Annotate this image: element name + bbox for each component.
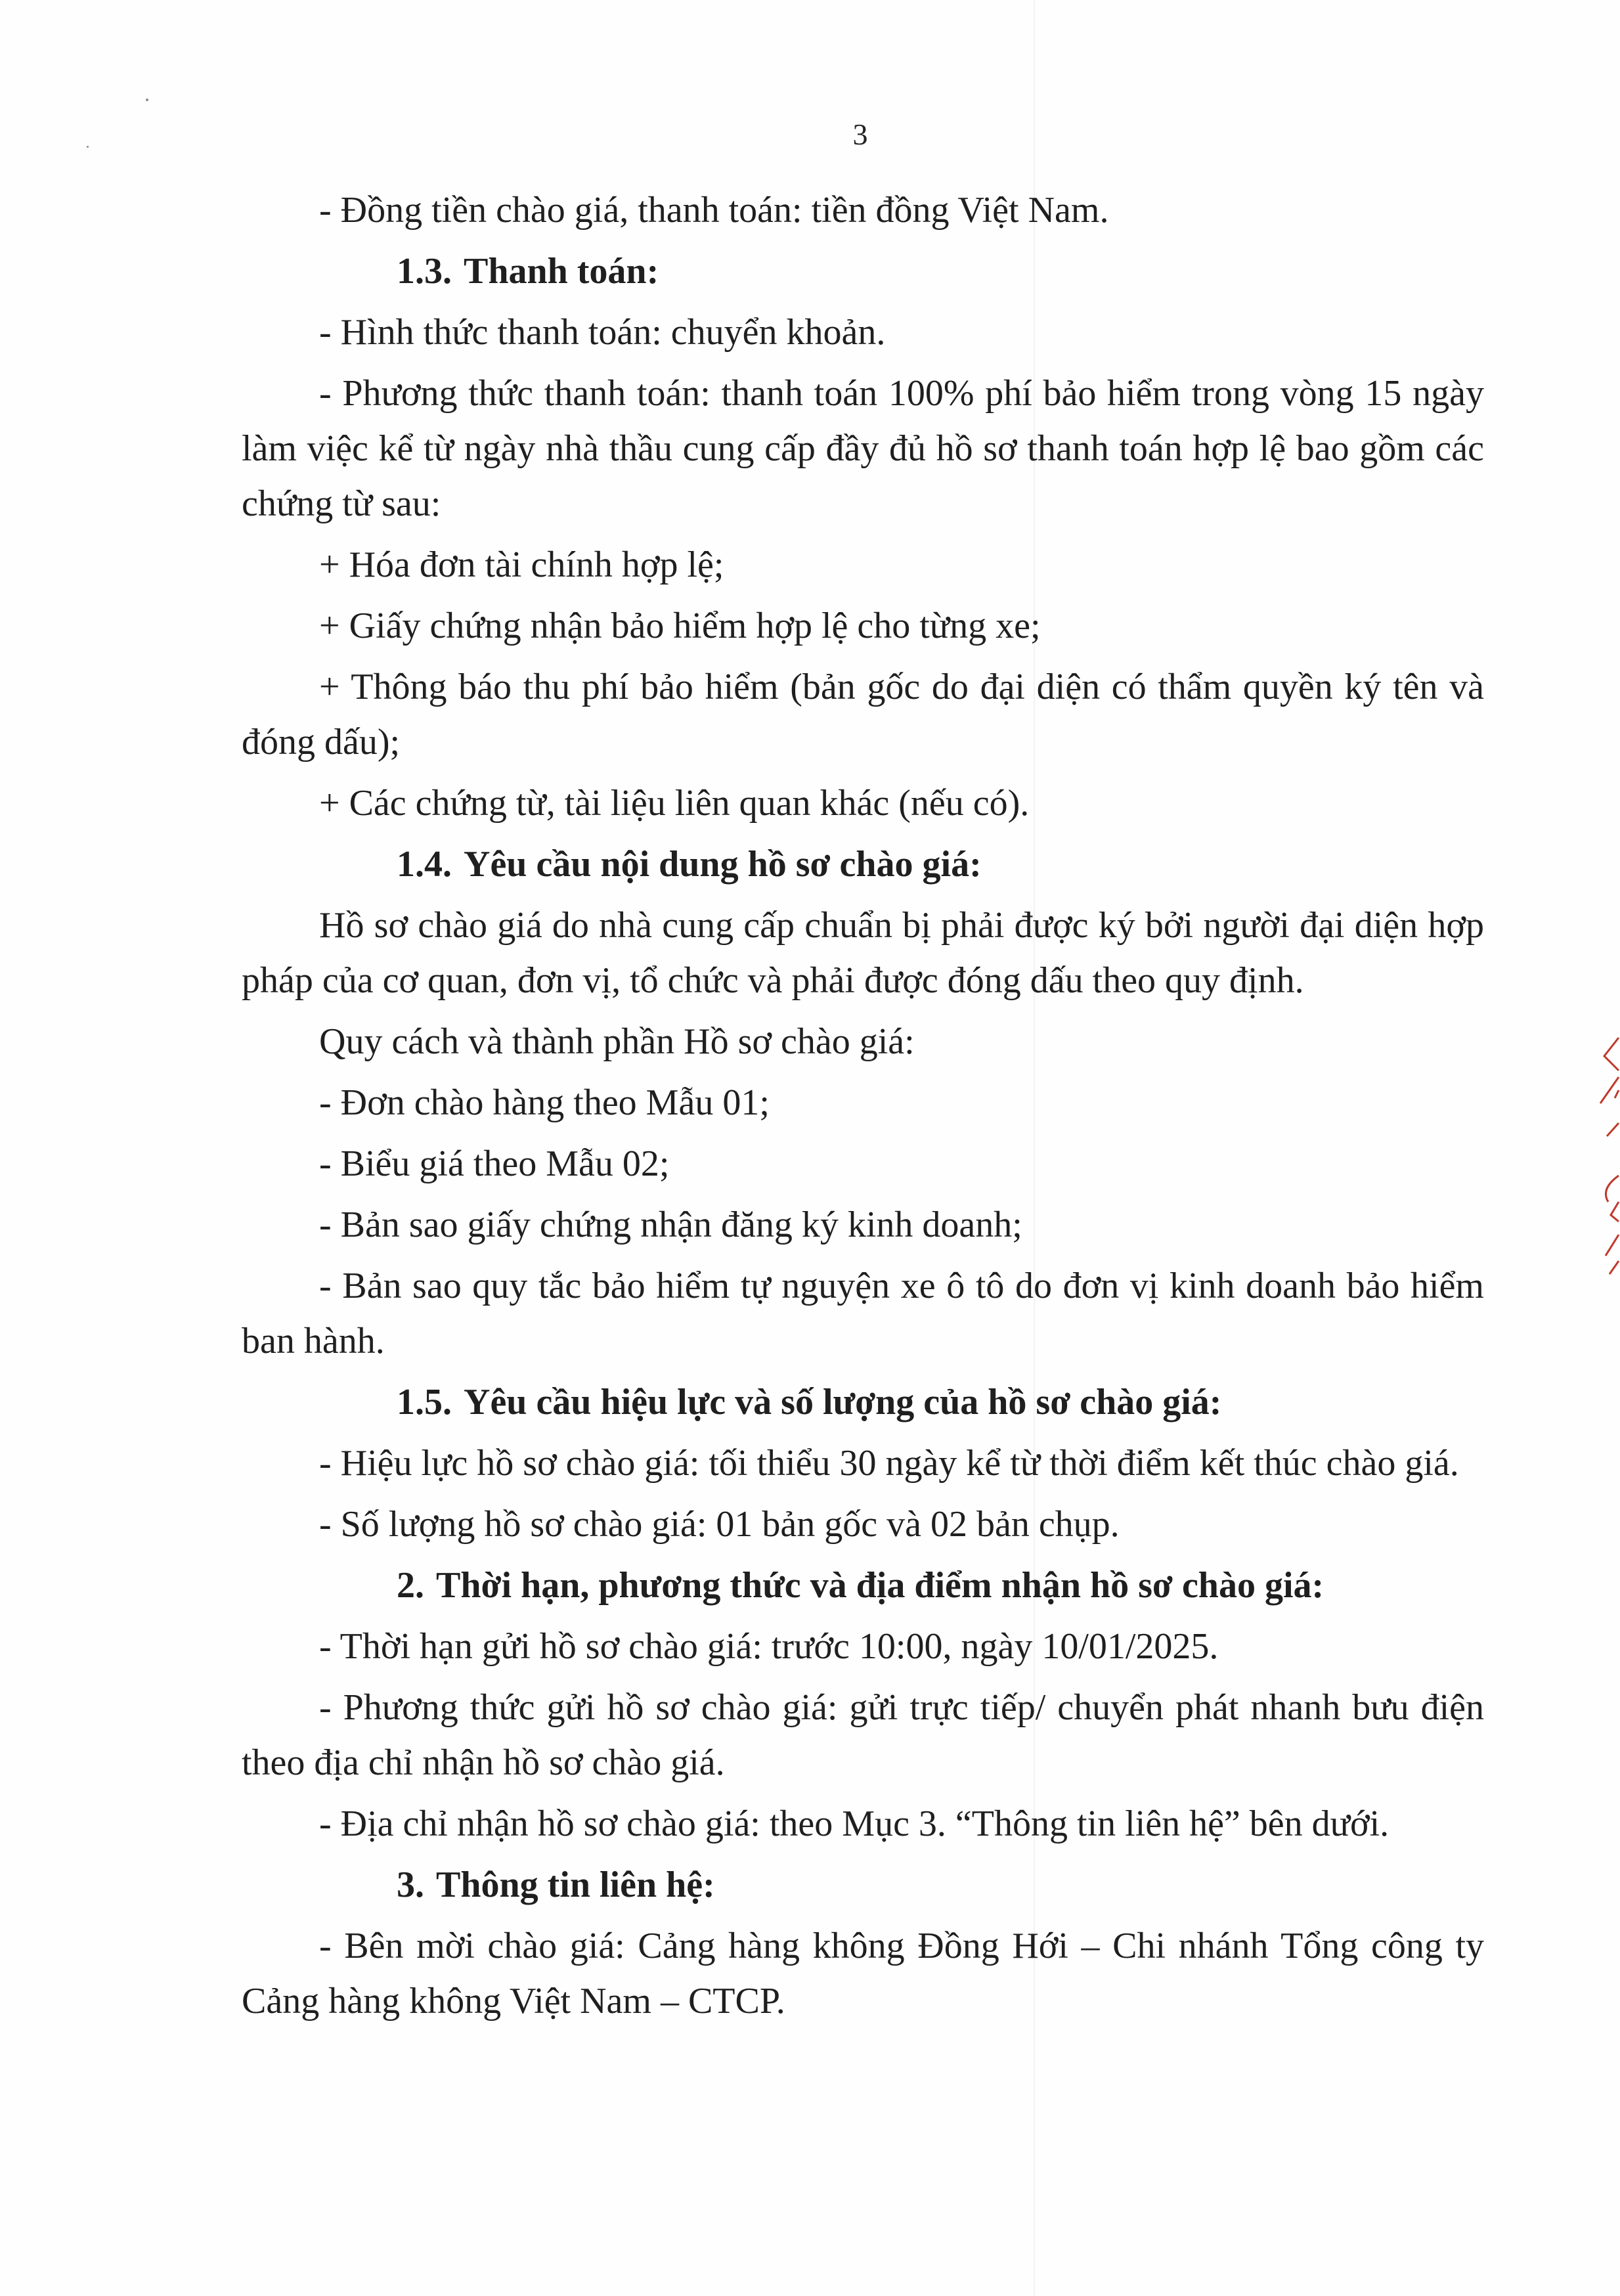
- heading-payment: [242, 244, 1484, 299]
- address-line: - Địa chỉ nhận hồ sơ chào giá: theo Mục 3. “Thông tin liên hệ” bên dưới.: [319, 1803, 1390, 1844]
- heading-text: Thông tin liên hệ:: [436, 1865, 715, 1905]
- heading-text: Thanh toán:: [464, 251, 659, 292]
- heading-number: 3.: [397, 1865, 424, 1905]
- red-stamp-edge-icon: [1581, 1025, 1620, 1327]
- deadline-line: - Thời hạn gửi hồ sơ chào giá: trước 10:00, ngày 10/01/2025.: [319, 1626, 1219, 1667]
- currency-line: - Đồng tiền chào giá, thanh toán: tiền đồng Việt Nam.: [319, 190, 1109, 231]
- spec-form02-item: - Biểu giá theo Mẫu 02;: [319, 1143, 670, 1184]
- submit-method-paragraph: - Phương thức gửi hồ sơ chào giá: gửi trực tiếp/ chuyển phát nhanh bưu điện theo địa chỉ nhận hồ sơ chào giá.: [242, 1687, 1484, 1783]
- spec-rules-item: - Bản sao quy tắc bảo hiểm tự nguyện xe ô tô do đơn vị kinh doanh bảo hiểm ban hành.: [242, 1266, 1484, 1361]
- heading-number: 1.5.: [397, 1382, 452, 1423]
- validity-line: - Hiệu lực hồ sơ chào giá: tối thiểu 30 ngày kể từ thời điểm kết thúc chào giá.: [319, 1443, 1459, 1484]
- content-intro-paragraph: Hồ sơ chào giá do nhà cung cấp chuẩn bị phải được ký bởi người đại diện hợp pháp của cơ quan, đơn vị, tổ chức và phải được đóng dấu theo quy định.: [242, 905, 1484, 1001]
- heading-validity-quantity: [242, 1375, 1484, 1430]
- spec-form01-item: - Đơn chào hàng theo Mẫu 01;: [319, 1082, 770, 1123]
- heading-number: 2.: [397, 1565, 424, 1606]
- payment-method-paragraph: - Phương thức thanh toán: thanh toán 100% phí bảo hiểm trong vòng 15 ngày làm việc kể từ ngày nhà thầu cung cấp đầy đủ hồ sơ thanh toán hợp lệ bao gồm các chứng từ sau:: [242, 373, 1484, 524]
- page-number: 3: [852, 118, 868, 151]
- heading-text: Yêu cầu nội dung hồ sơ chào giá:: [464, 844, 982, 885]
- doc-certificate-item: + Giấy chứng nhận bảo hiểm hợp lệ cho từng xe;: [319, 606, 1041, 646]
- heading-content-requirements: [242, 837, 1484, 892]
- spec-license-item: - Bản sao giấy chứng nhận đăng ký kinh doanh;: [319, 1204, 1022, 1245]
- scan-speck: [146, 99, 148, 101]
- doc-other-item: + Các chứng từ, tài liệu liên quan khác (nếu có).: [319, 783, 1030, 824]
- inviter-paragraph: - Bên mời chào giá: Cảng hàng không Đồng Hới – Chi nhánh Tổng công ty Cảng hàng không Việt Nam – CTCP.: [242, 1926, 1484, 2021]
- heading-text: Thời hạn, phương thức và địa điểm nhận hồ sơ chào giá:: [436, 1565, 1324, 1606]
- doc-invoice-item: + Hóa đơn tài chính hợp lệ;: [319, 544, 724, 585]
- payment-form-line: - Hình thức thanh toán: chuyển khoản.: [319, 312, 886, 353]
- heading-number: 1.4.: [397, 844, 452, 885]
- heading-submission: [242, 1558, 1484, 1613]
- doc-notice-item: + Thông báo thu phí bảo hiểm (bản gốc do đại diện có thẩm quyền ký tên và đóng dấu);: [242, 667, 1484, 762]
- document-body: [242, 183, 1484, 2035]
- heading-number: 1.3.: [397, 251, 452, 292]
- quantity-line: - Số lượng hồ sơ chào giá: 01 bản gốc và 02 bản chụp.: [319, 1504, 1120, 1545]
- heading-contact: [242, 1857, 1484, 1912]
- spec-intro-line: Quy cách và thành phần Hồ sơ chào giá:: [319, 1021, 915, 1062]
- heading-text: Yêu cầu hiệu lực và số lượng của hồ sơ chào giá:: [464, 1382, 1222, 1423]
